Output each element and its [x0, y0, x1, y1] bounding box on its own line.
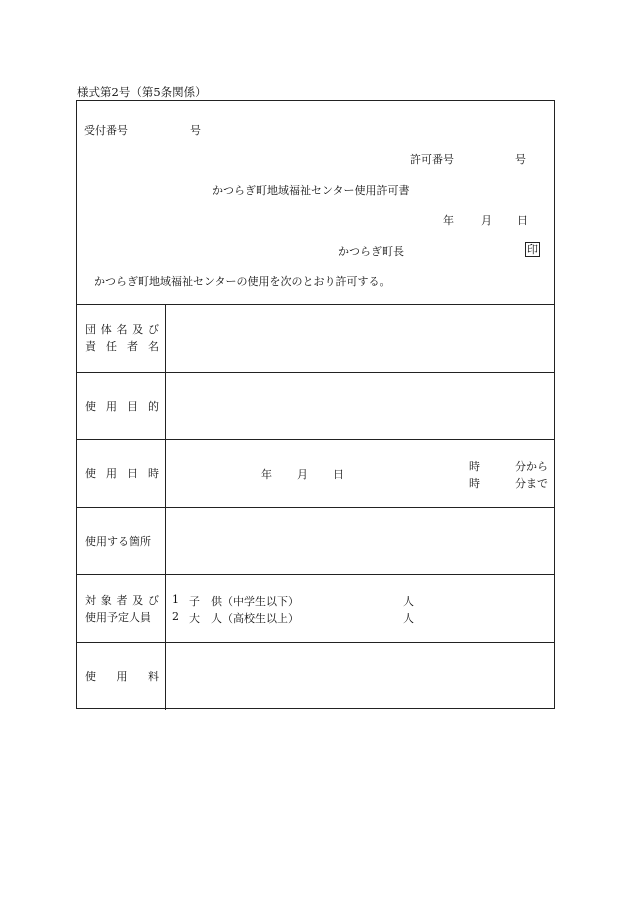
permit-number-suffix: 号 [515, 153, 526, 166]
issuer-name: かつらぎ町長 [338, 245, 404, 258]
column-divider [165, 304, 166, 710]
purpose-label: 使 用 目 的 [85, 400, 159, 413]
adult-number: 2 [172, 610, 179, 623]
issue-date-day: 日 [517, 214, 528, 227]
datetime-day: 日 [333, 468, 344, 481]
start-hour: 時 [469, 460, 480, 473]
issue-date-month: 月 [481, 214, 492, 227]
end-hour: 時 [469, 477, 480, 490]
receipt-number-label: 受付番号 [84, 124, 128, 137]
form-title: 様式第2号（第5条関係） [77, 85, 207, 99]
row-divider [77, 304, 554, 305]
persons-label-line1: 対 象 者 及 び [85, 594, 159, 607]
receipt-number-suffix: 号 [190, 124, 201, 137]
child-label: 子 供（中学生以下） [189, 595, 299, 608]
permit-number-label: 許可番号 [410, 153, 454, 166]
fee-label: 使 用 料 [85, 670, 159, 683]
datetime-label: 使 用 日 時 [85, 467, 159, 480]
permit-statement: かつらぎ町地域福祉センターの使用を次のとおり許可する。 [94, 275, 391, 288]
child-unit: 人 [403, 595, 414, 608]
row-divider [77, 574, 554, 575]
datetime-month: 月 [297, 468, 308, 481]
adult-unit: 人 [403, 612, 414, 625]
permit-form [76, 100, 555, 709]
row-divider [77, 642, 554, 643]
group-name-label-line2: 責 任 者 名 [85, 340, 159, 353]
child-number: 1 [172, 593, 179, 606]
group-name-label [85, 321, 159, 355]
document-title: かつらぎ町地域福祉センター使用許可書 [212, 184, 410, 197]
row-divider [77, 507, 554, 508]
persons-label [85, 592, 159, 626]
issue-date-year: 年 [443, 214, 454, 227]
row-divider [77, 372, 554, 373]
datetime-year: 年 [261, 468, 272, 481]
seal-mark: 印 [527, 243, 538, 256]
start-minute: 分から [515, 460, 548, 473]
adult-label: 大 人（高校生以上） [189, 612, 299, 625]
place-label: 使用する箇所 [85, 535, 151, 548]
end-minute: 分まで [515, 477, 548, 490]
group-name-label-line1: 団 体 名 及 び [85, 323, 159, 336]
persons-label-line2: 使用予定人員 [85, 611, 151, 624]
row-divider [77, 439, 554, 440]
